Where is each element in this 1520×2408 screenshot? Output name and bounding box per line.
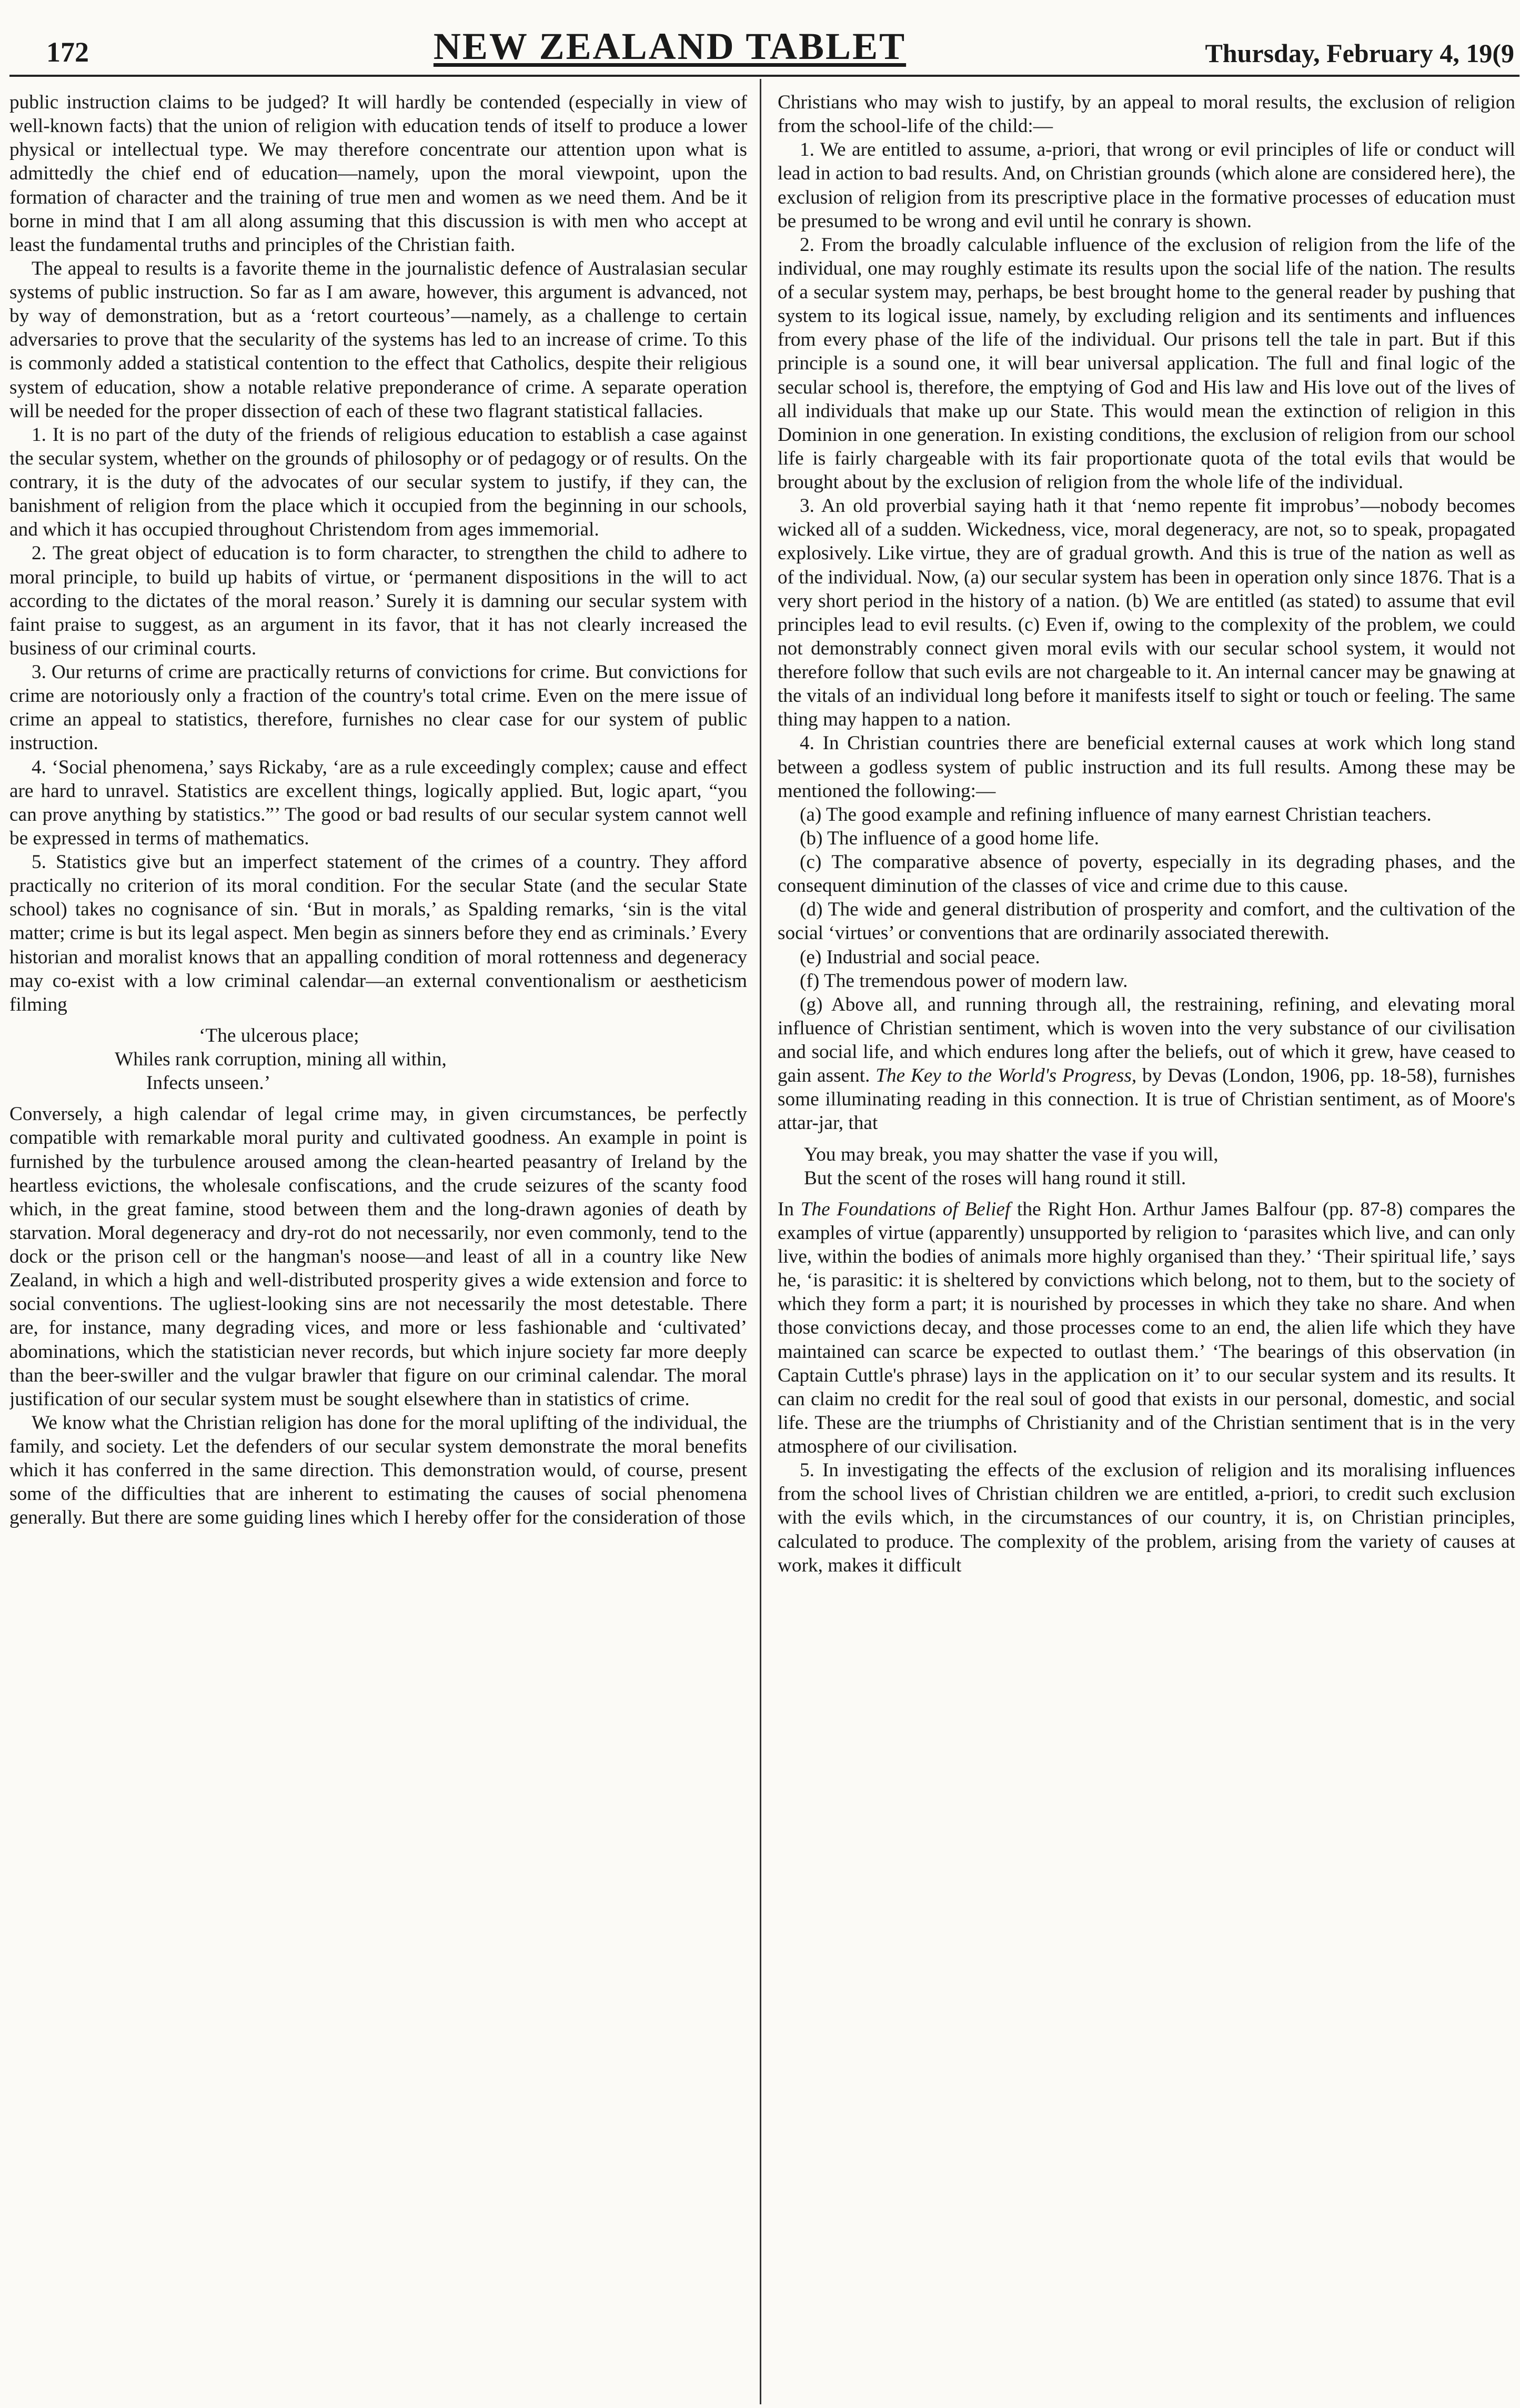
list-item: (f) The tremendous power of modern law. [800, 970, 1128, 992]
masthead-title: NEW ZEALAND TABLET [433, 25, 907, 67]
verse-line: ‘The ulcerous place; [199, 1024, 359, 1046]
paragraph [778, 1197, 1515, 1458]
verse-line: Infects unseen.’ [146, 1072, 271, 1094]
paragraph: We know what the Christian religion has done for the moral uplifting of the individual, the family, and society. Let the defenders of our secular system demonstrate the moral benefits which it has conferred in the same direction. This demonstration would, of course, present some of the difficulties that are inherent to estimating the causes of social phenomena generally. But there are some guiding lines which I hereby offer for the consideration of those [9, 1412, 747, 1529]
verse-line: Whiles rank corruption, mining all within, [115, 1049, 447, 1070]
paragraph: 5. Statistics give but an imperfect statement of the crimes of a country. They afford practically no criterion of its moral condition. For the secular State (and the secular State school) takes no cognisance of sin. ‘But in morals,’ as Spalding remarks, ‘sin is the vital matter; crime is but its legal aspect. Men begin as sinners before they end as criminals.’ Every historian and moralist knows that an appalling condition of moral rottenness and degeneracy may co-exist with a low criminal calendar—an external conventionalism or aestheticism filming [9, 851, 747, 1015]
paragraph: 1. We are entitled to assume, a-priori, that wrong or evil principles of life or conduct will lead in action to bad results. And, on Christian grounds (which alone are considered here), the exclusion of religion from its prescriptive place in the formative processes of education must be presumed to be wrong and evil until he conrary is shown. [778, 139, 1515, 232]
verse-line: You may break, you may shatter the vase if you will, [804, 1143, 1219, 1165]
paragraph: 1. It is no part of the duty of the friends of religious education to establish a case against the secular system, whether on the grounds of philosophy or of pedagogy or of results. On the contrary, it is the duty of the advocates of our secular system to justify, if they can, the banishment of religion from the place which it occupied from the beginning in our schools, and which it has occupied throughout Christendom from ages immemorial. [9, 424, 747, 541]
list-item: (e) Industrial and social peace. [800, 946, 1040, 968]
page-header [46, 21, 1514, 68]
list-item: (a) The good example and refining influence of many earnest Christian teachers. [800, 803, 1432, 825]
column-divider [760, 79, 761, 2404]
book-title: The Foundations of Belief [800, 1198, 1011, 1220]
paragraph: Conversely, a high calendar of legal crime may, in given circumstances, be perfectly compatible with remarkable moral purity and cultivated goodness. An example in point is furnished by the turbulence aroused among the clean-hearted peasantry of Ireland by the heartless evictions, the wholesale confiscations, and the crude seizures of the scanty food which, in the great famine, stood between them and the long-drawn agonies of death by starvation. Moral degeneracy and dry-rot do not necessarily, nor even commonly, tend to the dock or the prison cell or the hangman's noose—and least of all in a country like New Zealand, in which a high and well-distributed prosperity gives a wide extension and force to social conventions. The ugliest-looking sins are not necessarily the most detestable. There are, for instance, many degrading vices, and more or less fashionable and ‘cultivated’ abominations, which the statistician never records, but which injure society far more deeply than the beer-swiller and the vulgar brawler that figure on our criminal calendar. The moral justification of our secular system must be sought elsewhere than in statistics of crime. [9, 1103, 747, 1410]
paragraph: 2. The great object of education is to form character, to strengthen the child to adhere to moral principle, to build up habits of virtue, or ‘permanent dispositions in the will to act according to the dictates of the moral reason.’ Surely it is damning our secular system with faint praise to suggest, as an argument in its favor, that it has not clearly increased the business of our criminal courts. [9, 542, 747, 659]
left-column [9, 90, 747, 2400]
page-number: 172 [46, 36, 89, 68]
paragraph: Christians who may wish to justify, by an appeal to moral results, the exclusion of religion from the school-life of the child:— [778, 92, 1515, 137]
verse-line: But the scent of the roses will hang round it still. [804, 1167, 1186, 1189]
paragraph: 4. In Christian countries there are beneficial external causes at work which long stand between a godless system of public instruction and its full results. Among these may be mentioned the following:— [778, 732, 1515, 802]
paragraph-text: the Right Hon. Arthur James Balfour (pp. 87-8) compares the examples of virtue (apparently) unsupported by religion to ‘parasites which live, and can only live, within the bodies of animals more highly organised than they.’ ‘Their spiritual life,’ says he, ‘is parasitic: it is sheltered by convictions which belong, not to them, but to the society of which they form a part; it is nourished by processes in which they take no share. And when those convictions decay, and those processes come to an end, the alien life which they have maintained can scarce be expected to outlast them.’ ‘The bearings of this observation (in Captain Cuttle's phrase) lays in the application on it’ to our secular system and its results. It can claim no credit for the real soul of good that exists in our personal, domestic, and social life. These are the triumphs of Christianity and of the Christian sentiment that is in the very atmosphere of our civilisation. [778, 1198, 1515, 1457]
paragraph: public instruction claims to be judged? It will hardly be contended (especially in view of well-known facts) that the union of religion with education tends of itself to produce a lower physical or intellectual type. We may therefore concentrate our attention upon what is admittedly the chief end of education—namely, upon the moral viewpoint, upon the formation of character and the training of true men and women as we need them. And be it borne in mind that I am all along assuming that this discussion is with men who accept at least the fundamental truths and principles of the Christian faith. [9, 92, 747, 256]
verse-quote [778, 1143, 1515, 1190]
list-item: (b) The influence of a good home life. [800, 827, 1099, 849]
paragraph-text: (g) Above all, and running through all, the restraining, refining, and elevating moral influence of Christian sentiment, which is woven into the very substance of our civilisation and social life, and which endures long after the beliefs, out of which it grew, have ceased to gain assent. [778, 993, 1515, 1087]
paragraph: 2. From the broadly calculable influence of the exclusion of religion from the life of the individual, one may roughly estimate its results upon the social life of the nation. The results of a secular system may, perhaps, be best brought home to the general reader by pushing that system to its logical issue, namely, by excluding religion and its sentiments and influences from every phase of the life of the individual. Our prisons tell the tale in part. But if this principle is a sound one, it will bear universal application. The full and final logic of the secular school is, therefore, the emptying of God and His law and His love out of the lives of all individuals that make up our State. This would mean the extinction of religion in this Dominion in one generation. In existing conditions, the exclusion of religion from our school life is fairly chargeable with its fair proportionate quota of the total evils that would be brought about by the exclusion of religion from the whole life of the individual. [778, 234, 1515, 493]
header-rule [9, 75, 1519, 77]
paragraph-text: by Devas (London, 1906, pp. 18-58), furnishes some illuminating reading in this connection. It is true of Christian sentiment, as of Moore's attar-jar, that [778, 1065, 1515, 1134]
right-column [778, 90, 1515, 2400]
list-item [778, 993, 1515, 1135]
paragraph: The appeal to results is a favorite theme in the journalistic defence of Australasian secular systems of public instruction. So far as I am aware, however, this argument is advanced, not by way of demonstration, but as a ‘retort courteous’—namely, as a challenge to certain adversaries to prove that the secularity of the systems has led to an increase of crime. To this is commonly added a statistical contention to the effect that Catholics, despite their religious system of education, show a notable relative preponderance of crime. A separate operation will be needed for the proper dissection of each of these two flagrant statistical fallacies. [9, 257, 747, 422]
list-item: (d) The wide and general distribution of prosperity and comfort, and the cultivation of the social ‘virtues’ or conventions that are ordinarily associated therewith. [778, 899, 1515, 944]
book-title: The Key to the World's Progress, [875, 1065, 1137, 1087]
paragraph: 3. An old proverbial saying hath it that ‘nemo repente fit improbus’—nobody becomes wicked all of a sudden. Wickedness, vice, moral degeneracy, are not, so to speak, propagated explosively. Like virtue, they are of gradual growth. And this is true of the nation as well as of the individual. Now, (a) our secular system has been in operation only since 1876. That is a very short period in the history of a nation. (b) We are entitled (as stated) to assume that evil principles lead to evil results. (c) Even if, owing to the complexity of the problem, we could not demonstrably connect given moral evils with our secular school system, it would not therefore follow that such evils are not chargeable to it. An internal cancer may be gnawing at the vitals of an individual long before it manifests itself to sight or touch or feeling. The same thing may happen to a nation. [778, 495, 1515, 731]
paragraph: 4. ‘Social phenomena,’ says Rickaby, ‘are as a rule exceedingly complex; cause and effect are hard to unravel. Statistics are excellent things, logically applied. But, logic apart, “you can prove anything by statistics.”’ The good or bad results of our secular system cannot well be expressed in terms of mathematics. [9, 756, 747, 849]
issue-date: Thursday, February 4, 19(9 [1205, 38, 1514, 68]
paragraph: 5. In investigating the effects of the exclusion of religion and its moralising influences from the school lives of Christian children we are entitled, a-priori, to credit such exclusion with the evils which, in the circumstances of our country, it is, on Christian principles, calculated to produce. The complexity of the problem, arising from the variety of causes at work, makes it difficult [778, 1459, 1515, 1576]
paragraph: 3. Our returns of crime are practically returns of convictions for crime. But convictions for crime are notoriously only a fraction of the country's total crime. Even on the mere issue of crime an appeal to statistics, therefore, furnishes no clear case for our system of public instruction. [9, 661, 747, 754]
paragraph-text: In [778, 1198, 794, 1220]
list-item: (c) The comparative absence of poverty, especially in its degrading phases, and the consequent diminution of the classes of vice and crime due to this cause. [778, 851, 1515, 897]
verse-quote [9, 1024, 747, 1095]
